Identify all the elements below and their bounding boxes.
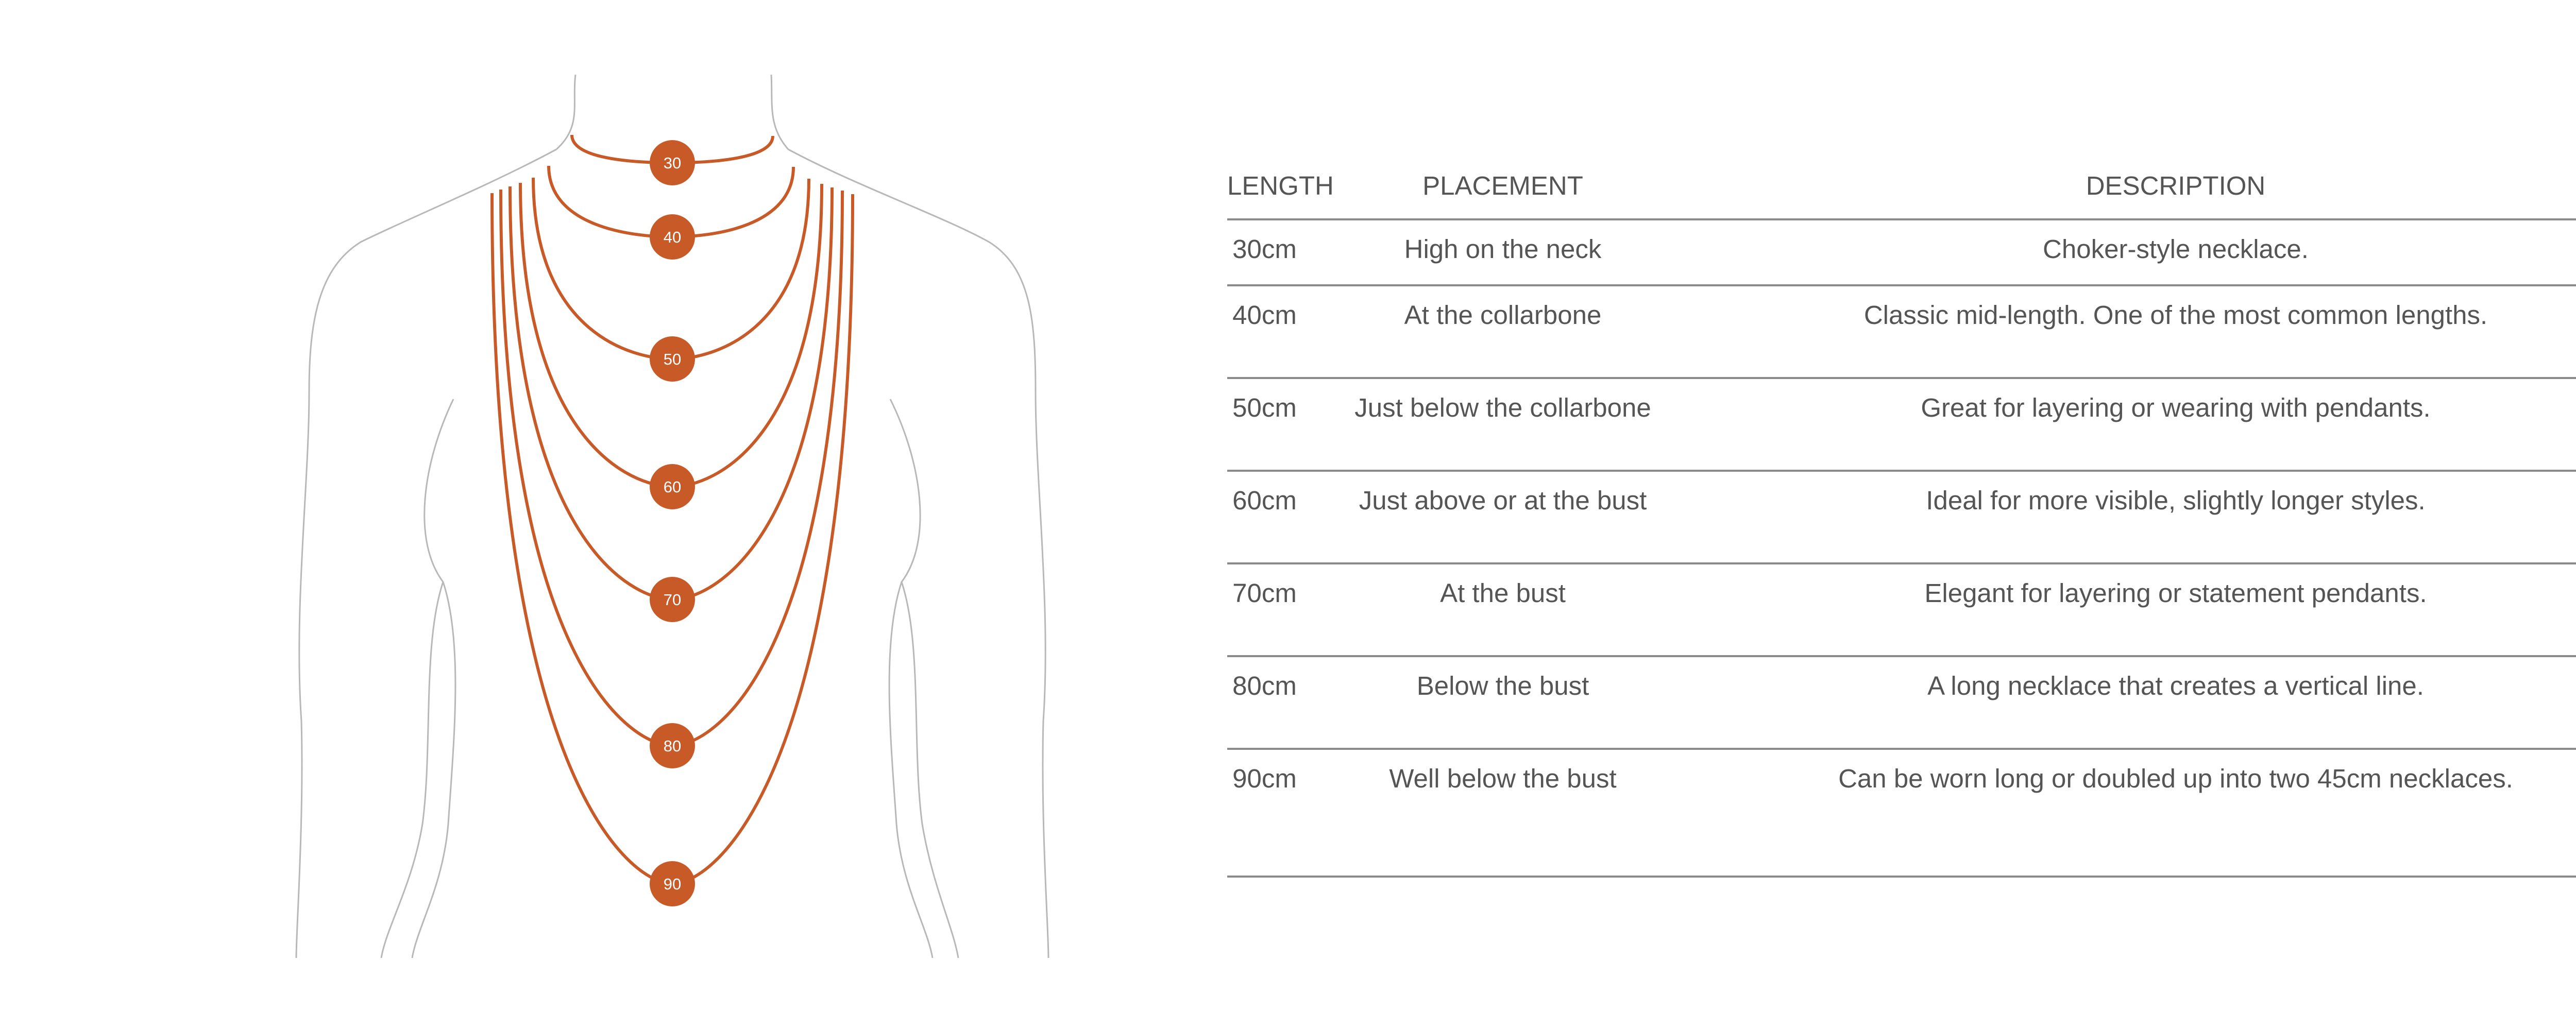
length-badge-70 (650, 577, 695, 622)
necklace-line-90 (492, 193, 853, 884)
left-torso-side (381, 399, 453, 958)
badge-label: 30 (663, 154, 682, 172)
necklace-line-50 (533, 178, 809, 359)
table-row (1227, 563, 2576, 656)
badge-label: 60 (663, 478, 682, 496)
body-outline (296, 75, 1048, 958)
placement-cell: Well below the bust (1302, 749, 1704, 877)
placement-cell: At the bust (1302, 563, 1704, 656)
length-cell: 80cm (1227, 656, 1302, 749)
length-badge-40 (650, 214, 695, 260)
badge-label: 50 (663, 350, 682, 368)
length-cell: 70cm (1227, 563, 1302, 656)
description-cell: Can be worn long or doubled up into two 45cm necklaces. (1704, 749, 2576, 877)
description-cell: A long necklace that creates a vertical line. (1704, 656, 2576, 749)
necklace-length-diagram (0, 0, 1082, 1029)
description-cell: Classic mid-length. One of the most common lengths. (1704, 285, 2576, 378)
length-badge-30 (650, 140, 695, 185)
table-row (1227, 471, 2576, 563)
placement-cell: Just below the collarbone (1302, 378, 1704, 471)
left-inner-arm (412, 582, 455, 958)
length-cell: 90cm (1227, 749, 1302, 877)
badge-label: 40 (663, 228, 682, 246)
placement-cell: Below the bust (1302, 656, 1704, 749)
necklace-length-table (1227, 152, 2576, 878)
table-row (1227, 749, 2576, 877)
length-cell: 50cm (1227, 378, 1302, 471)
table-row (1227, 285, 2576, 378)
length-cell: 60cm (1227, 471, 1302, 563)
placement-cell: High on the neck (1302, 219, 1704, 285)
description-cell: Elegant for layering or statement pendants. (1704, 563, 2576, 656)
placement-header: PLACEMENT (1302, 152, 1704, 219)
left-shoulder-arm (296, 149, 556, 958)
length-cell: 40cm (1227, 285, 1302, 378)
right-torso-side (890, 399, 958, 958)
table-row (1227, 378, 2576, 471)
length-cell: 30cm (1227, 219, 1302, 285)
badge-label: 70 (663, 591, 682, 609)
length-header: LENGTH (1227, 152, 1302, 219)
placement-cell: At the collarbone (1302, 285, 1704, 378)
length-badge-80 (650, 723, 695, 768)
description-cell: Ideal for more visible, slightly longer styles. (1704, 471, 2576, 563)
badge-label: 80 (663, 737, 682, 755)
right-inner-arm (889, 582, 933, 958)
right-shoulder-arm (788, 149, 1048, 958)
placement-cell: Just above or at the bust (1302, 471, 1704, 563)
length-badge-90 (650, 861, 695, 906)
table-header-row (1227, 152, 2576, 219)
table-row (1227, 219, 2576, 285)
description-cell: Great for layering or wearing with pendants. (1704, 378, 2576, 471)
length-badge-60 (650, 464, 695, 509)
badge-label: 90 (663, 875, 682, 893)
length-badge-50 (650, 336, 695, 382)
description-cell: Choker-style necklace. (1704, 219, 2576, 285)
length-badges (650, 140, 695, 906)
table-row (1227, 656, 2576, 749)
description-header: DESCRIPTION (1704, 152, 2576, 219)
